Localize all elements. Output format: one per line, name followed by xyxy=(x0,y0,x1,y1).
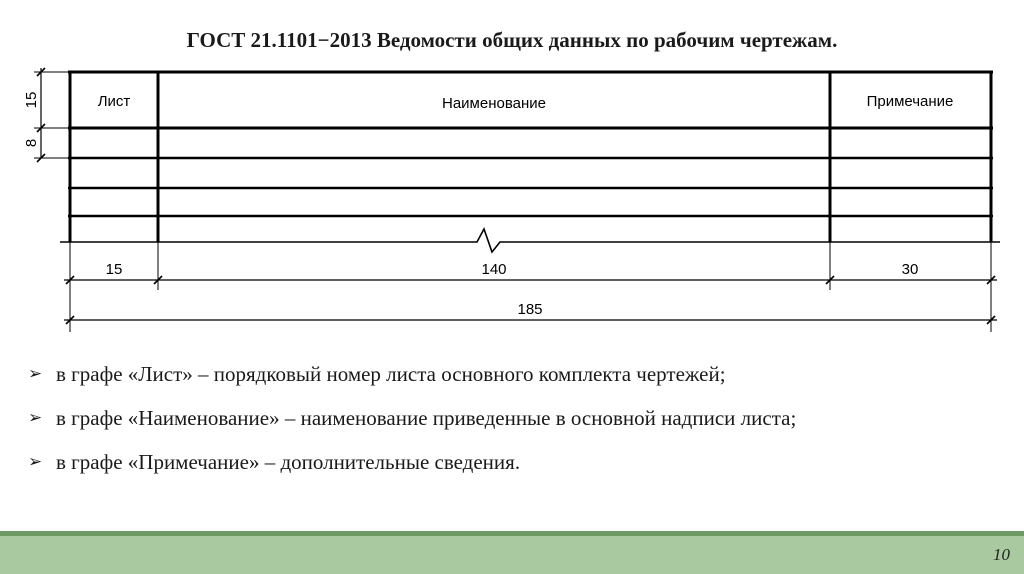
bottom-dimensions xyxy=(64,242,997,332)
bullet-item xyxy=(28,450,796,474)
bullet-text: в графе «Лист» – порядковый номер листа основного комплекта чертежей; xyxy=(56,362,726,386)
dim-total-width: 185 xyxy=(517,301,543,318)
slide-title: ГОСТ 21.1101−2013 Ведомости общих данных по рабочим чертежам. xyxy=(186,28,838,52)
dim-col-name: 140 xyxy=(481,261,507,278)
bullet-text: в графе «Наименование» – наименование приведенные в основной надписи листа; xyxy=(56,406,797,430)
header-name: Наименование xyxy=(442,95,546,112)
bullet-text: в графе «Примечание» – дополнительные сведения. xyxy=(56,450,521,474)
header-sheet: Лист xyxy=(97,93,131,110)
bullet-item xyxy=(28,362,796,386)
dim-col-note: 30 xyxy=(901,261,919,278)
dim-col-sheet: 15 xyxy=(105,261,123,278)
footer-band xyxy=(0,531,1024,574)
arrow-bullet-icon: ➢ xyxy=(28,408,43,428)
bullet-item xyxy=(28,406,796,430)
bullet-list xyxy=(28,362,796,494)
dim-header-height: 15 xyxy=(23,91,40,109)
arrow-bullet-icon: ➢ xyxy=(28,452,43,472)
page-number: 10 xyxy=(993,545,1010,564)
dim-row-height: 8 xyxy=(23,138,40,148)
header-note: Примечание xyxy=(866,93,954,110)
arrow-bullet-icon: ➢ xyxy=(28,364,43,384)
